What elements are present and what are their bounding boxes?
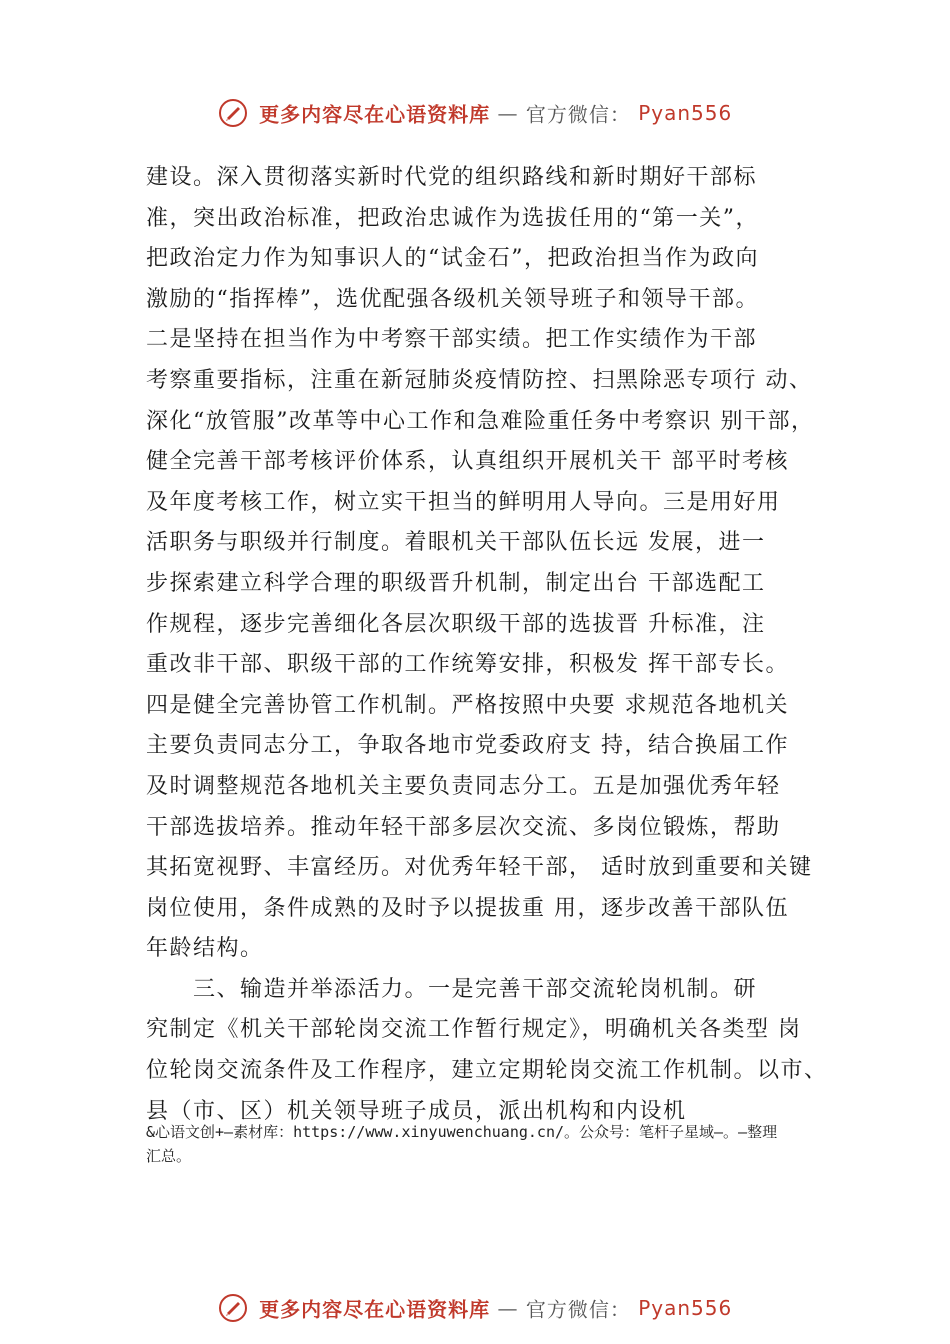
- body-line: 干部选拔培养。推动年轻干部多层次交流、多岗位锻炼，帮助: [146, 814, 781, 840]
- body-line: 岗位使用，条件成熟的及时予以提拔重 用，逐步改善干部队伍: [146, 895, 789, 921]
- watermark-label: 更多内容尽在心语资料库: [259, 1297, 491, 1322]
- watermark-account: Pyan556: [638, 1296, 733, 1320]
- body-line: 及时调整规范各地机关主要负责同志分工。五是加强优秀年轻: [146, 773, 781, 799]
- brand-logo-icon: [218, 1293, 248, 1323]
- body-line: 准，突出政治标准，把政治忠诚作为选拔任用的“第一关”，: [146, 205, 759, 231]
- body-line: 步探索建立科学合理的职级晋升机制，制定出台 干部选配工: [146, 570, 766, 596]
- body-line: 位轮岗交流条件及工作程序，建立定期轮岗交流工作机制。以市、: [146, 1058, 828, 1084]
- header-watermark: [0, 98, 950, 128]
- body-line: 二是坚持在担当作为中考察干部实绩。把工作实绩作为干部: [146, 327, 758, 353]
- brand-logo-icon: [218, 98, 248, 128]
- body-line: 年龄结构。: [146, 936, 264, 962]
- body-line: 究制定《机关干部轮岗交流工作暂行规定》，明确机关各类型 岗: [146, 1017, 802, 1043]
- footnote-line: 汇总。: [146, 1147, 192, 1165]
- body-line: 四是健全完善协管工作机制。严格按照中央要 求规范各地机关: [146, 692, 789, 718]
- body-line: 深化“放管服”改革等中心工作和急难险重任务中考察识 别干部，: [146, 408, 815, 434]
- footer-watermark: [0, 1293, 950, 1323]
- body-line: 其拓宽视野、丰富经历。对优秀年轻干部， 适时放到重要和关键: [146, 855, 813, 881]
- footnote-line: &心语文创+—素材库：https://www.xinyuwenchuang.cn/。公众号：笔杆子星域—。—整理: [146, 1123, 778, 1141]
- body-line: 及年度考核工作，树立实干担当的鲜明用人导向。三是用好用: [146, 489, 781, 515]
- body-line: 重改非干部、职级干部的工作统筹安排，积极发 挥干部专长。: [146, 652, 789, 678]
- body-line: 县（市、区）机关领导班子成员，派出机构和内设机: [146, 1098, 687, 1124]
- body-line: 三、输造并举添活力。一是完善干部交流轮岗机制。研: [146, 976, 758, 1002]
- watermark-separator: —: [497, 101, 519, 125]
- watermark-separator: —: [497, 1296, 519, 1320]
- watermark-label: 更多内容尽在心语资料库: [259, 102, 491, 127]
- body-line: 激励的“指挥棒”，选优配强各级机关领导班子和领导干部。: [146, 286, 759, 312]
- body-line: 主要负责同志分工，争取各地市党委政府支 持，结合换届工作: [146, 733, 789, 759]
- watermark-suffix: 官方微信：: [525, 1297, 631, 1322]
- body-line: 把政治定力作为知事识人的“试金石”，把政治担当作为政向: [146, 246, 759, 272]
- watermark-account: Pyan556: [638, 101, 733, 125]
- watermark-suffix: 官方微信：: [525, 102, 631, 127]
- document-body: [146, 158, 846, 1132]
- body-line: 健全完善干部考核评价体系，认真组织开展机关干 部平时考核: [146, 449, 789, 475]
- source-footnote: [146, 1120, 846, 1168]
- body-line: 建设。深入贯彻落实新时代党的组织路线和新时期好干部标: [146, 165, 758, 190]
- body-line: 活职务与职级并行制度。着眼机关干部队伍长远 发展，进一: [146, 530, 766, 556]
- body-line: 考察重要指标，注重在新冠肺炎疫情防控、扫黑除恶专项行 动、: [146, 367, 813, 393]
- body-line: 作规程，逐步完善细化各层次职级干部的选拔晋 升标准，注: [146, 611, 766, 637]
